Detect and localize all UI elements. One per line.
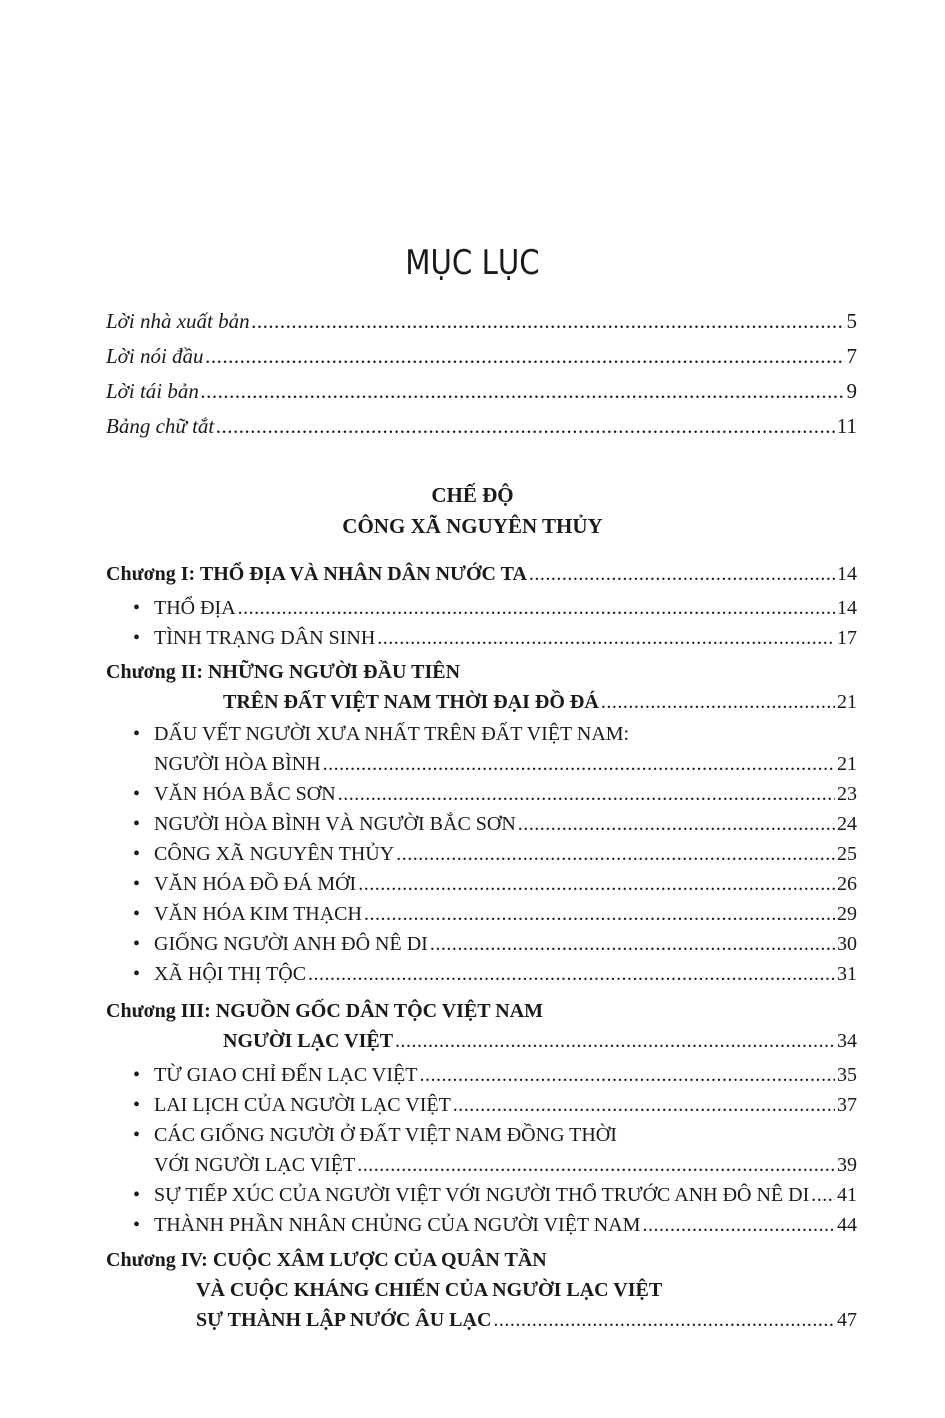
section-title: SỰ TIẾP XÚC CỦA NGƯỜI VIỆT VỚI NGƯỜI THỔ TRƯỚC ANH ĐÔ NÊ DI	[154, 1184, 810, 1206]
page-number: 39	[837, 1154, 857, 1176]
toc-entry-chapter-3	[106, 1026, 857, 1056]
bullet-icon: •	[133, 873, 141, 895]
page-number: 17	[837, 627, 857, 649]
page-number: 29	[837, 903, 857, 925]
bullet-icon: •	[133, 1094, 141, 1116]
leader-dots	[364, 899, 835, 929]
chapter-1	[106, 559, 857, 589]
page-number: 21	[837, 753, 857, 775]
section-title: NGƯỜI HÒA BÌNH VÀ NGƯỜI BẮC SƠN	[154, 813, 516, 835]
leader-dots	[518, 809, 835, 839]
toc-entry-chapter-2	[106, 687, 857, 717]
section-title: CÔNG XÃ NGUYÊN THỦY	[154, 843, 395, 865]
leader-dots	[201, 374, 845, 409]
toc-entry-section[interactable]	[106, 899, 857, 929]
section-title: GIỐNG NGƯỜI ANH ĐÔ NÊ DI	[154, 933, 428, 955]
page-number: 9	[846, 379, 857, 403]
toc-entry-label: Bảng chữ tắt	[106, 414, 215, 438]
section-title: TỪ GIAO CHỈ ĐẾN LẠC VIỆT	[154, 1064, 418, 1086]
page-number: 24	[837, 813, 857, 835]
chapter-2-sections	[106, 719, 857, 989]
chapter-3-sections	[106, 1060, 857, 1240]
chapter-title-line1: Chương II: NHỮNG NGƯỜI ĐẦU TIÊN	[106, 661, 461, 683]
toc-entry-section[interactable]	[106, 869, 857, 899]
chapter-title-line2: VÀ CUỘC KHÁNG CHIẾN CỦA NGƯỜI LẠC VIỆT	[196, 1279, 663, 1301]
page-title: MỤC LỤC	[405, 242, 540, 283]
bullet-icon: •	[133, 1064, 141, 1086]
section-title-line2	[106, 749, 857, 779]
toc-entry-section[interactable]	[106, 839, 857, 869]
page-number: 30	[837, 933, 857, 955]
toc-entry-label: Lời nhà xuất bản	[106, 309, 250, 333]
section-title-line1	[106, 719, 857, 749]
section-title: VỚI NGƯỜI LẠC VIỆT	[154, 1154, 356, 1176]
toc-entry-section[interactable]	[106, 959, 857, 989]
toc-entry-section[interactable]	[106, 593, 857, 623]
leader-dots	[358, 869, 835, 899]
toc-entry-label: Lời tái bản	[106, 379, 199, 403]
bullet-icon: •	[133, 813, 141, 835]
leader-dots	[642, 1210, 835, 1240]
chapter-title: Chương I: THỔ ĐỊA VÀ NHÂN DÂN NƯỚC TA	[106, 563, 527, 585]
chapter-title-line2: TRÊN ĐẤT VIỆT NAM THỜI ĐẠI ĐỒ ĐÁ	[223, 691, 599, 713]
section-title: VĂN HÓA BẮC SƠN	[154, 783, 336, 805]
page-number: 7	[846, 344, 857, 368]
leader-dots	[377, 623, 835, 653]
page-number: 21	[837, 691, 857, 713]
leader-dots	[206, 339, 845, 374]
leader-dots	[493, 1305, 835, 1335]
leader-dots	[529, 559, 835, 589]
bullet-icon: •	[133, 723, 141, 745]
page-number: 26	[837, 873, 857, 895]
toc-entry-section-multiline[interactable]	[106, 1120, 857, 1180]
leader-dots	[453, 1090, 835, 1120]
bullet-icon: •	[133, 843, 141, 865]
section-title: XÃ HỘI THỊ TỘC	[154, 963, 307, 985]
toc-entry-label: Lời nói đầu	[106, 344, 204, 368]
toc-entry-chapter-4	[106, 1305, 857, 1335]
toc-entry-foreword[interactable]	[106, 339, 857, 374]
page-number: 47	[837, 1309, 857, 1331]
leader-dots	[395, 1026, 835, 1056]
toc-entry-publisher-note[interactable]	[106, 304, 857, 339]
chapter-title-line1: Chương III: NGUỒN GỐC DÂN TỘC VIỆT NAM	[106, 1000, 544, 1022]
leader-dots	[238, 593, 835, 623]
page-number: 35	[837, 1064, 857, 1086]
bullet-icon: •	[133, 1214, 141, 1236]
leader-dots	[357, 1150, 835, 1180]
bullet-icon: •	[133, 933, 141, 955]
toc-entry-abbreviations[interactable]	[106, 409, 857, 444]
chapter-title-line1: Chương IV: CUỘC XÂM LƯỢC CỦA QUÂN TẦN	[106, 1249, 547, 1271]
part-heading-line2: CÔNG XÃ NGUYÊN THỦY	[342, 514, 603, 538]
section-title: THỔ ĐỊA	[154, 597, 236, 619]
toc-entry-section[interactable]	[106, 1060, 857, 1090]
leader-dots	[811, 1180, 835, 1210]
section-title-line1	[106, 1120, 857, 1150]
leader-dots	[216, 409, 834, 444]
leader-dots	[338, 779, 835, 809]
toc-entry-chapter-1[interactable]	[106, 559, 857, 589]
section-title-text: CÁC GIỐNG NGƯỜI Ở ĐẤT VIỆT NAM ĐỒNG THỜI	[154, 1124, 617, 1146]
page-number: 5	[846, 309, 857, 333]
chapter-2[interactable]	[106, 657, 857, 717]
chapter-title-line3: SỰ THÀNH LẬP NƯỚC ÂU LẠC	[196, 1309, 492, 1331]
page-number: 14	[837, 563, 857, 585]
section-title: LAI LỊCH CỦA NGƯỜI LẠC VIỆT	[154, 1094, 451, 1116]
bullet-icon: •	[133, 1124, 141, 1146]
bullet-icon: •	[133, 1184, 141, 1206]
leader-dots	[430, 929, 835, 959]
section-title-text: DẤU VẾT NGƯỜI XƯA NHẤT TRÊN ĐẤT VIỆT NAM:	[154, 723, 630, 745]
page-number: 14	[837, 597, 857, 619]
toc-entry-section[interactable]	[106, 1090, 857, 1120]
page-number: 23	[837, 783, 857, 805]
chapter-3[interactable]	[106, 996, 857, 1056]
page-number: 11	[836, 414, 857, 438]
leader-dots	[308, 959, 835, 989]
section-title: VĂN HÓA ĐỒ ĐÁ MỚI	[154, 873, 357, 895]
chapter-1-sections	[106, 593, 857, 653]
leader-dots	[419, 1060, 835, 1090]
chapter-4[interactable]	[106, 1245, 857, 1335]
section-title: NGƯỜI HÒA BÌNH	[154, 753, 321, 775]
toc-front-matter	[106, 304, 857, 444]
page-number: 44	[837, 1214, 857, 1236]
toc-entry-reprint-note[interactable]	[106, 374, 857, 409]
section-title: TÌNH TRẠNG DÂN SINH	[154, 627, 376, 649]
page-number: 34	[837, 1030, 857, 1052]
toc-entry-section[interactable]	[106, 1210, 857, 1240]
bullet-icon: •	[133, 783, 141, 805]
page-number: 31	[837, 963, 857, 985]
section-title: THÀNH PHẦN NHÂN CHỦNG CỦA NGƯỜI VIỆT NAM	[154, 1214, 641, 1236]
toc-entry-section-multiline[interactable]	[106, 719, 857, 779]
leader-dots	[601, 687, 835, 717]
section-title-line2	[106, 1150, 857, 1180]
chapter-title-line2: NGƯỜI LẠC VIỆT	[223, 1030, 394, 1052]
part-heading	[0, 480, 945, 542]
leader-dots	[252, 304, 845, 339]
bullet-icon: •	[133, 597, 141, 619]
page-number: 37	[837, 1094, 857, 1116]
section-title: VĂN HÓA KIM THẠCH	[154, 903, 362, 925]
toc-entry-section[interactable]	[106, 1180, 857, 1210]
page-number: 41	[837, 1184, 857, 1206]
leader-dots	[323, 749, 835, 779]
toc-entry-section[interactable]	[106, 779, 857, 809]
toc-entry-section[interactable]	[106, 623, 857, 653]
bullet-icon: •	[133, 903, 141, 925]
toc-entry-section[interactable]	[106, 809, 857, 839]
part-heading-line1: CHẾ ĐỘ	[431, 483, 514, 507]
leader-dots	[396, 839, 835, 869]
bullet-icon: •	[133, 627, 141, 649]
bullet-icon: •	[133, 963, 141, 985]
page-number: 25	[837, 843, 857, 865]
toc-entry-section[interactable]	[106, 929, 857, 959]
